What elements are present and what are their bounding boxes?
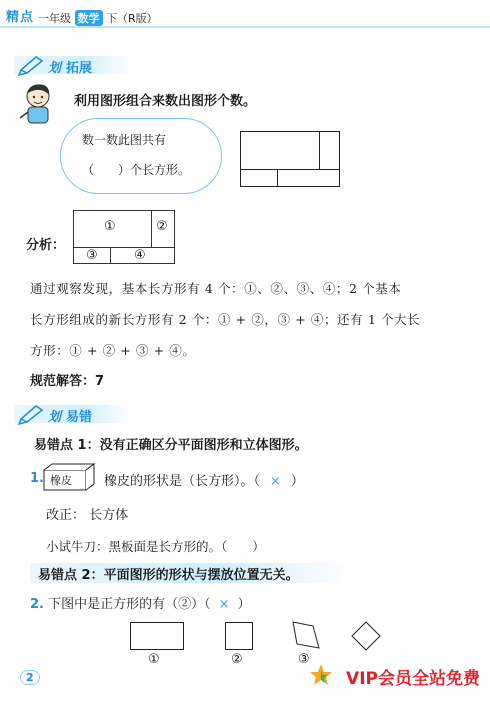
question1-title: 利用图形组合来数出图形个数。 [74,94,257,109]
star-logo-icon [308,662,334,688]
correction-text: 长方体 [89,508,129,523]
subject-badge: 数学 [75,10,103,26]
shape-2-label: ② [231,652,243,667]
rectangle-figure [240,131,340,187]
mistake2-question-number: 2. [30,597,44,612]
mistake2-mark: × [218,597,230,612]
grade-text: 一年级 [38,12,71,25]
pencil-icon [18,52,48,76]
page-number: 2 [20,670,40,685]
pencil-icon [18,401,48,425]
mistake1-question [104,470,304,489]
mistake1-title: 易错点 1：没有正确区分平面图形和立体图形。 [34,438,308,453]
section-mistake-label: 易错 [66,410,93,425]
region-4-label: ④ [134,248,146,263]
mistake1-question-number: 1. [30,471,44,486]
publisher-logo: 精点 [6,10,35,25]
shape-3-label: ③ [298,652,310,667]
section-extend-label: 拓展 [66,61,93,76]
shape-diamond [350,620,382,652]
header-title [38,10,158,26]
term-text: 下（R版） [106,12,158,25]
shape-rhombus-tilted [289,618,323,652]
mistake1-close: ） [290,474,304,489]
section-icon-char: 划 [48,410,62,425]
region-2-label: ② [156,219,168,234]
shape-1-label: ① [148,652,160,667]
analysis-line-2: 长方形组成的新长方形有 2 个：① + ②，③ + ④；还有 1 个大长 [30,312,421,327]
analysis-label: 分析： [26,238,66,253]
shape-square [225,622,253,650]
answer-text: 规范解答：7 [30,374,105,389]
try-it-text: 小试牛刀：黑板面是长方形的。（ ） [46,539,265,554]
mistake2-title: 易错点 2：平面图形的形状与摆放位置无关。 [38,568,299,583]
correction-row [46,504,128,523]
mistake1-mark: × [270,474,281,489]
header-divider [0,26,490,28]
vip-watermark: VIP会员全站免费 [346,669,480,689]
mistake1-question-text: 橡皮的形状是（长方形）。（ [104,474,261,489]
eraser-label: 橡皮 [50,474,72,487]
region-3-label: ③ [86,248,98,263]
correction-label: 改正： [46,508,86,523]
cloud-line-2: （ ）个长方形。 [82,163,191,177]
mistake2-close: ） [237,597,251,612]
mistake2-question [30,593,251,612]
mistake2-question-text: 下图中是正方形的有（②）（ [48,597,211,612]
analysis-line-1: 通过观察发现，基本长方形有 4 个：①、②、③、④；2 个基本 [30,281,402,296]
region-1-label: ① [104,219,116,234]
analysis-line-3: 方形：① + ② + ③ + ④。 [30,343,196,358]
analysis-figure [73,210,175,264]
section-icon-char: 划 [48,61,62,76]
boy-illustration-icon [16,82,58,126]
cloud-line-1: 数一数此图共有 [82,133,167,147]
shape-rectangle [130,622,184,650]
